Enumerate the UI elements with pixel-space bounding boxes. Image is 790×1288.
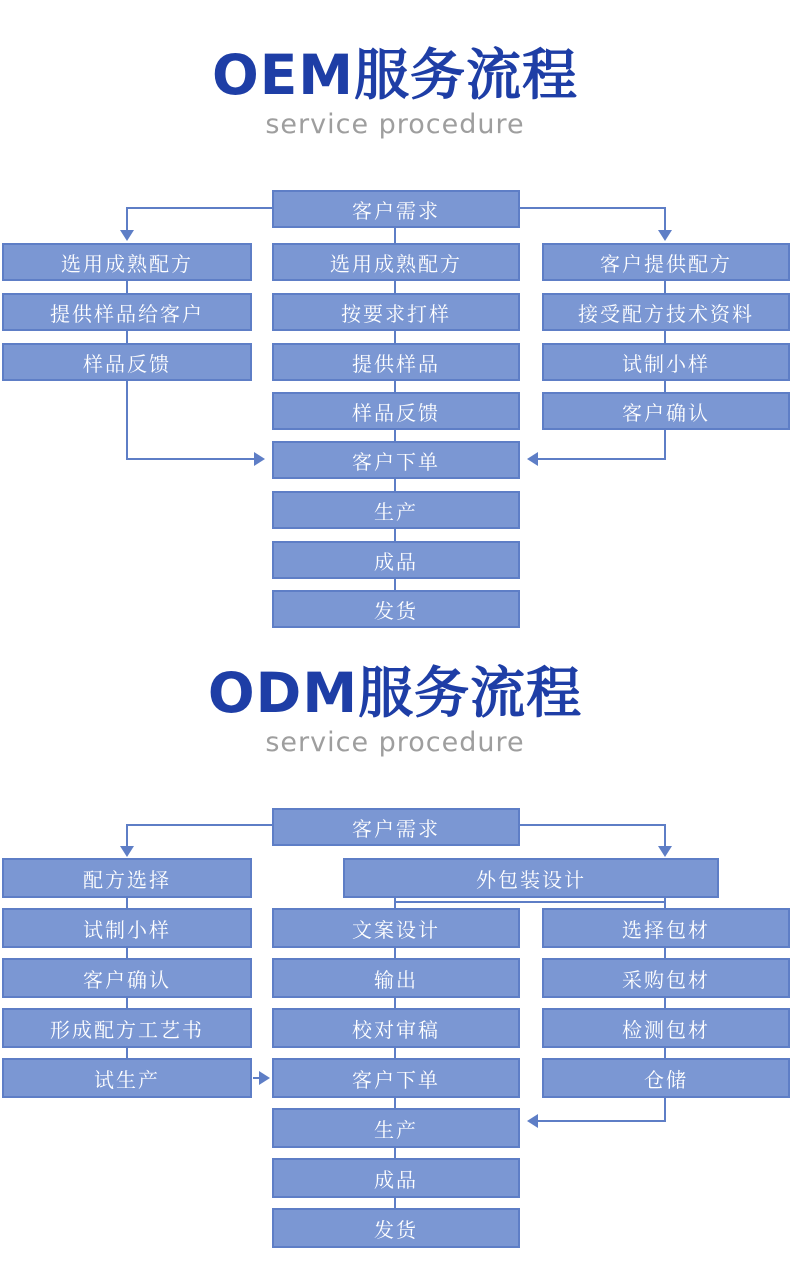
connector-line [394,331,396,343]
odm-node-center-5: 生产 [272,1108,520,1148]
arrow-down [120,846,134,857]
connector-line [664,1098,666,1122]
connector-line [126,998,128,1008]
connector-line [394,228,396,243]
connector-line [394,1048,396,1058]
odm-node-right-4: 仓储 [542,1058,790,1098]
connector-line [126,824,128,848]
oem-node-left-2: 提供样品给客户 [2,293,252,331]
connector-line [394,948,396,958]
oem-node-right-2: 接受配方技术资料 [542,293,790,331]
connector-line [394,430,396,441]
odm-node-left-4: 形成配方工艺书 [2,1008,252,1048]
connector-line [394,281,396,293]
connector-line [518,824,666,826]
connector-line [127,458,255,460]
connector-line [394,1148,396,1158]
odm-node-center-1: 文案设计 [272,908,520,948]
connector-line [126,281,128,293]
odm-node-center-4: 客户下单 [272,1058,520,1098]
odm-node-right-1: 选择包材 [542,908,790,948]
connector-line [394,998,396,1008]
oem-node-center-8: 发货 [272,590,520,628]
odm-node-packaging-design: 外包装设计 [343,858,719,898]
odm-node-left-1: 配方选择 [2,858,252,898]
odm-node-left-2: 试制小样 [2,908,252,948]
oem-node-right-3: 试制小样 [542,343,790,381]
odm-node-center-6: 成品 [272,1158,520,1198]
connector-line [394,579,396,590]
connector-line [664,824,666,848]
arrow-right [254,452,265,466]
odm-title: ODM服务流程 [207,661,583,725]
connector-line [394,898,396,908]
connector-line [518,207,666,209]
connector-line [664,898,666,908]
connector-line [538,1120,666,1122]
oem-node-center-5: 客户下单 [272,441,520,479]
connector-line [394,1098,396,1108]
connector-line [126,1048,128,1058]
connector-line [127,824,274,826]
connector-line [396,901,666,903]
odm-node-center-2: 输出 [272,958,520,998]
connector-line [126,207,128,232]
odm-node-right-2: 采购包材 [542,958,790,998]
connector-line [538,458,666,460]
oem-node-center-6: 生产 [272,491,520,529]
oem-node-center-1: 选用成熟配方 [272,243,520,281]
odm-node-left-5: 试生产 [2,1058,252,1098]
odm-node-left-3: 客户确认 [2,958,252,998]
odm-node-top: 客户需求 [272,808,520,846]
odm-node-right-3: 检测包材 [542,1008,790,1048]
oem-node-center-4: 样品反馈 [272,392,520,430]
connector-line [126,898,128,908]
oem-node-center-2: 按要求打样 [272,293,520,331]
connector-line [664,381,666,392]
connector-line [394,1198,396,1208]
arrow-left [527,1114,538,1128]
odm-node-center-3: 校对审稿 [272,1008,520,1048]
oem-subtitle: service procedure [265,109,525,140]
oem-node-left-1: 选用成熟配方 [2,243,252,281]
oem-node-left-3: 样品反馈 [2,343,252,381]
arrow-down [120,230,134,241]
connector-line [394,529,396,541]
connector-line [394,381,396,392]
connector-line [126,331,128,343]
connector-line [126,948,128,958]
connector-line [664,430,666,460]
connector-line [664,331,666,343]
connector-line [664,281,666,293]
arrow-right [259,1071,270,1085]
oem-node-center-7: 成品 [272,541,520,579]
connector-line [664,207,666,232]
connector-line [394,479,396,491]
arrow-down [658,846,672,857]
oem-node-top: 客户需求 [272,190,520,228]
oem-node-right-1: 客户提供配方 [542,243,790,281]
arrow-left [527,452,538,466]
oem-node-right-4: 客户确认 [542,392,790,430]
odm-subtitle: service procedure [265,727,525,758]
connector-line [126,381,128,460]
connector-line [664,948,666,958]
arrow-down [658,230,672,241]
connector-line [664,998,666,1008]
oem-title: OEM服务流程 [211,43,579,107]
connector-line [127,207,274,209]
oem-node-center-3: 提供样品 [272,343,520,381]
odm-node-center-7: 发货 [272,1208,520,1248]
connector-line [664,1048,666,1058]
